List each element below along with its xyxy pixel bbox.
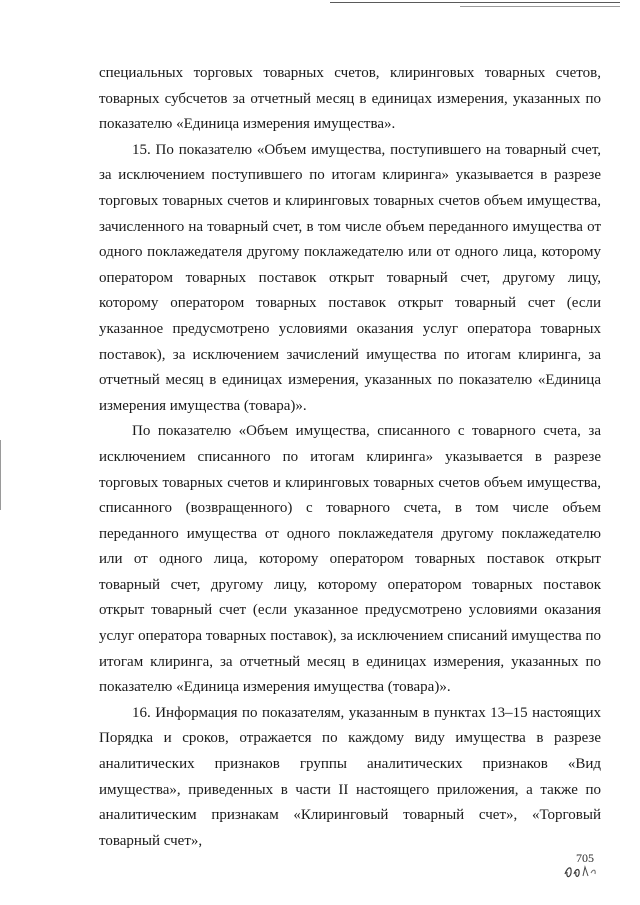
scan-edge-mark <box>0 440 1 510</box>
paragraph-item-15: 15. По показателю «Объем имущества, поступившего на товарный счет, за исключением поступившего по итогам клиринга» указывается в разрезе торговых товарных счетов и клиринговых товарных счетов объем имущества, зачисленного на товарный счет, в том числе объем переданного имущества от одного поклажедателя другому поклажедателю или от одного лица, которому оператором товарных поставок открыт товарный счет, другому лицу, которому оператором товарных поставок открыт товарный счет (если указанное предусмотрено условиями оказания услуг оператора товарных поставок), за исключением зачислений имущества по итогам клиринга, за отчетный месяц в единицах измерения, указанных по показателю «Единица измерения имущества (товара)». <box>99 141 601 414</box>
paragraph-continued: специальных торговых товарных счетов, клиринговых товарных счетов, товарных субсчетов за отчетный месяц в единицах измерения, указанных по показателю «Единица измерения имущества». <box>99 65 601 133</box>
stamp-scribble-icon <box>562 858 602 880</box>
document-body <box>99 61 601 854</box>
scan-border-line-secondary <box>460 6 620 7</box>
page-number: 705 <box>576 851 594 865</box>
scan-border-line <box>330 2 620 3</box>
paragraph-item-16: 16. Информация по показателям, указанным в пунктах 13–15 настоящих Порядка и сроков, отражается по каждому виду имущества в разрезе аналитических признаков группы аналитических признаков «Вид имущества», приведенных в части II настоящего приложения, а также по аналитическим признакам «Клиринговый товарный счет», «Торговый товарный счет», <box>99 704 601 849</box>
paragraph-written-off: По показателю «Объем имущества, списанного с товарного счета, за исключением списанного по итогам клиринга» указывается в разрезе торговых товарных счетов и клиринговых товарных счетов объем имущества, списанного (возвращенного) с товарного счета, в том числе объем переданного имущества от одного поклажедателя другому поклажедателю или от одного лица, которому оператором товарных поставок открыт товарный счет, другому лицу, которому оператором товарных поставок открыт товарный счет (если указанное предусмотрено условиями оказания услуг оператора товарных поставок), за исключением списаний имущества по итогам клиринга, за отчетный месяц в единицах измерения, указанных по показателю «Единица измерения имущества (товара)». <box>99 423 601 696</box>
